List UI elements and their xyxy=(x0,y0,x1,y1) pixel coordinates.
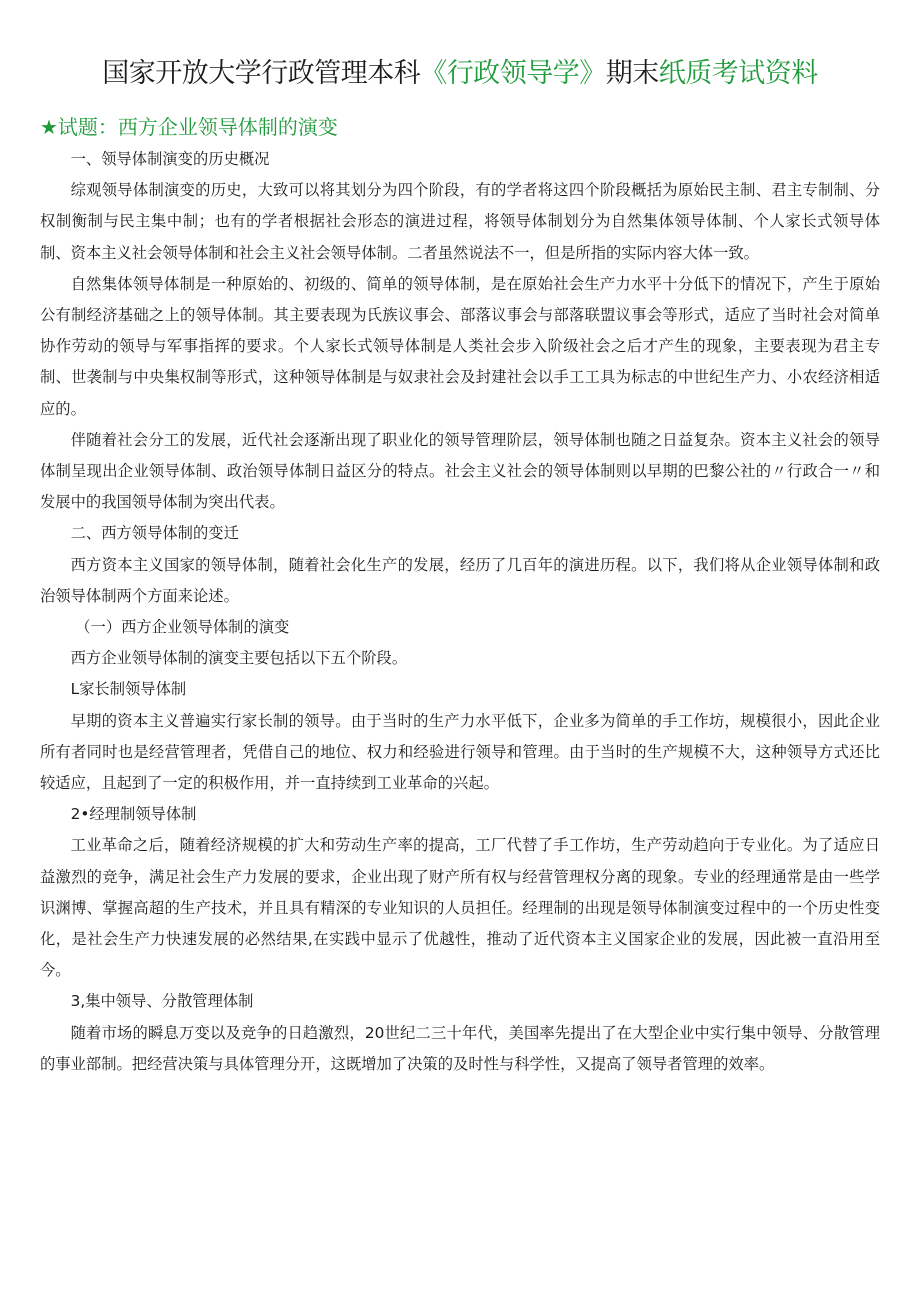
paragraph: 西方资本主义国家的领导体制，随着社会化生产的发展，经历了几百年的演进历程。以下，我们将从企业领导体制和政治领导体制两个方面来论述。 xyxy=(40,555,880,605)
title-part-institution: 国家开放大学行政管理本科 xyxy=(102,58,421,89)
stage-heading: 3,集中领导、分散管理体制 xyxy=(70,992,254,1011)
paragraph: 综观领导体制演变的历史，大致可以将其划分为四个阶段，有的学者将这四个阶段概括为原始民主制、君主专制制、分权制衡制与民主集中制；也有的学者根据社会形态的演进过程，将领导体制划分为自然集体领导体制、个人家长式领导体制、资本主义社会领导体制和社会主义社会领导体制。二者虽然说法不一，但是所指的实际内容大体一致。 xyxy=(40,181,880,262)
subsection-heading: （一）西方企业领导体制的演变 xyxy=(75,618,290,637)
title-part-material: 纸质考试资料 xyxy=(658,58,818,89)
stage-heading: 2•经理制领导体制 xyxy=(70,805,197,824)
paragraph: 工业革命之后，随着经济规模的扩大和劳动生产率的提高，工厂代替了手工作坊，生产劳动趋向于专业化。为了适应日益激烈的竞争，满足社会生产力发展的要求，企业出现了财产所有权与经营管理权分离的现象。专业的经理通常是由一些学识渊博、掌握高超的生产技术，并且具有精深的专业知识的人员担任。经理制的出现是领导体制演变过程中的一个历史性变化，是社会生产力快速发展的必然结果,在实践中显示了优越性，推动了近代资本主义国家企业的发展，因此被一直沿用至今。 xyxy=(40,836,880,980)
paragraph: 伴随着社会分工的发展，近代社会逐渐出现了职业化的领导管理阶层，领导体制也随之日益复杂。资本主义社会的领导体制呈现出企业领导体制、政治领导体制日益区分的特点。社会主义社会的领导体制则以早期的巴黎公社的〃行政合一〃和发展中的我国领导体制为突出代表。 xyxy=(40,430,880,512)
section-heading: 一、领导体制演变的历史概况 xyxy=(70,150,270,168)
document-title xyxy=(40,0,880,96)
stage-heading: L家长制领导体制 xyxy=(70,680,187,699)
title-part-course: 《行政领导学》 xyxy=(420,58,606,89)
title-part-term: 期末 xyxy=(605,58,659,89)
paragraph: 早期的资本主义普遍实行家长制的领导。由于当时的生产力水平低下，企业多为简单的手工作坊，规模很小，因此企业所有者同时也是经营管理者，凭借自己的地位、权力和经验进行领导和管理。由于当时的生产规模不大，这种领导方式还比较适应，且起到了一定的积极作用，并一直持续到工业革命的兴起。 xyxy=(40,711,880,793)
paragraph: 西方企业领导体制的演变主要包括以下五个阶段。 xyxy=(70,649,408,668)
paragraph: 自然集体领导体制是一种原始的、初级的、简单的领导体制，是在原始社会生产力水平十分低下的情况下，产生于原始公有制经济基础之上的领导体制。其主要表现为氏族议事会、部落议事会与部落联盟议事会等形式，适应了当时社会对简单协作劳动的领导与军事指挥的要求。个人家长式领导体制是人类社会步入阶级社会之后才产生的现象，主要表现为君主专制、世袭制与中央集权制等形式，这种领导体制是与奴隶社会及封建社会以手工工具为标志的中世纪生产力、小农经济相适应的。 xyxy=(40,274,880,418)
question-topic: ★试题：西方企业领导体制的演变 xyxy=(40,115,338,139)
paragraph: 随着市场的瞬息万变以及竞争的日趋激烈，20世纪二三十年代，美国率先提出了在大型企业中实行集中领导、分散管理的事业部制。把经营决策与具体管理分开，这既增加了决策的及时性与科学性，又提高了领导者管理的效率。 xyxy=(40,1023,880,1073)
document-body xyxy=(40,144,880,1080)
section-heading: 二、西方领导体制的变迁 xyxy=(70,524,239,543)
